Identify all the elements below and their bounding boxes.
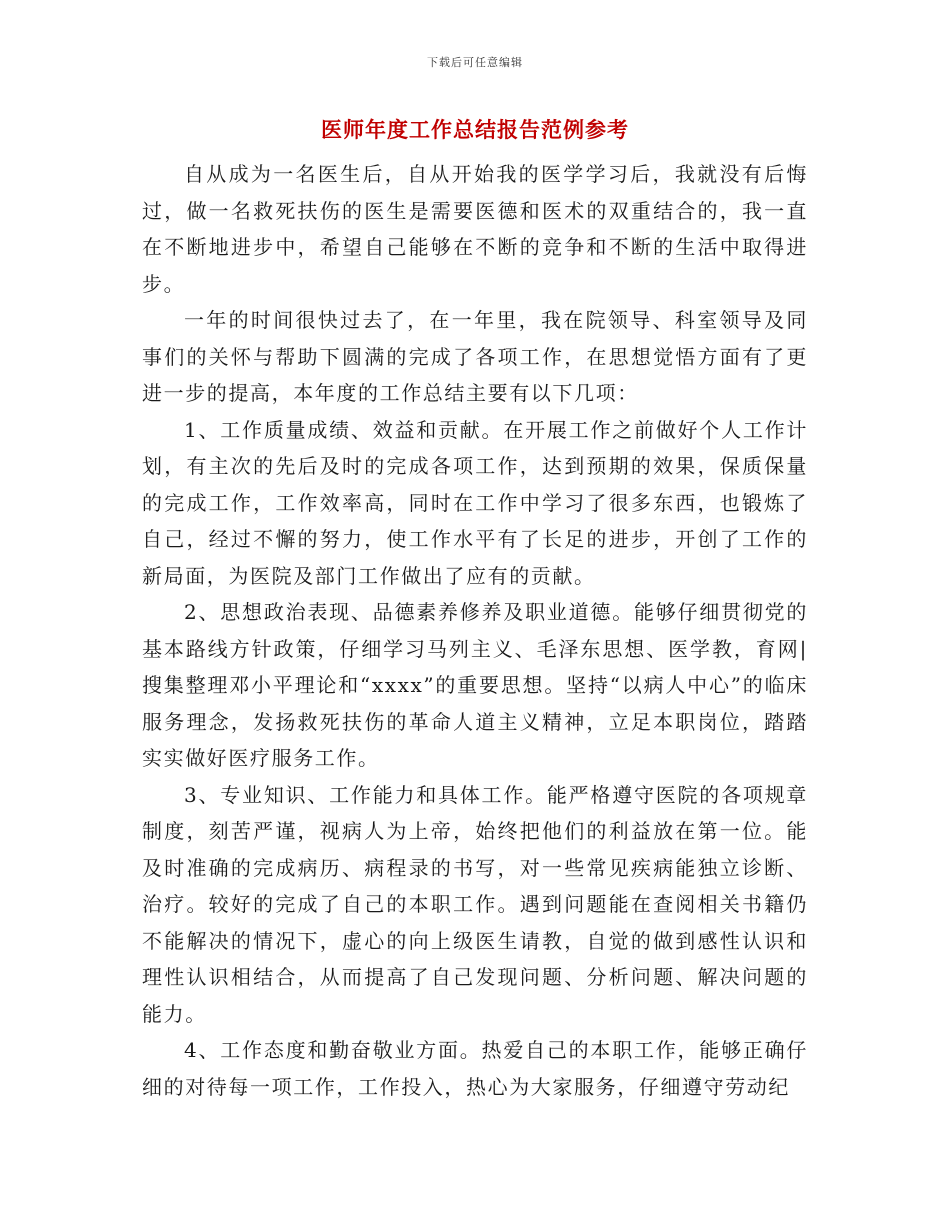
document-body <box>142 156 808 1105</box>
paragraph-intro: 自从成为一名医生后，自从开始我的医学学习后，我就没有后悔过，做一名救死扶伤的医生是需要医德和医术的双重结合的，我一直在不断地进步中，希望自己能够在不断的竞争和不断的生活中取得进步。 <box>142 162 808 296</box>
paragraph-item-2: 2、思想政治表现、品德素养修养及职业道德。能够仔细贯彻党的基本路线方针政策，仔细学习马列主义、毛泽东思想、医学教，育网|搜集整理邓小平理论和“xxxx”的重要思想。坚持“以病人中心”的临床服务理念，发扬救死扶伤的革命人道主义精神，立足本职岗位，踏踏实实做好医疗服务工作。 <box>142 600 808 770</box>
paragraph-item-3: 3、专业知识、工作能力和具体工作。能严格遵守医院的各项规章制度，刻苦严谨，视病人为上帝，始终把他们的利益放在第一位。能及时准确的完成病历、病程录的书写，对一些常见疾病能独立诊断、治疗。较好的完成了自己的本职工作。遇到问题能在查阅相关书籍仍不能解决的情况下，虚心的向上级医生请教，自觉的做到感性认识和理性认识相结合，从而提高了自己发现问题、分析问题、解决问题的能力。 <box>142 782 808 1026</box>
paragraph-item-4: 4、工作态度和勤奋敬业方面。热爱自己的本职工作，能够正确仔细的对待每一项工作，工作投入，热心为大家服务，仔细遵守劳动纪 <box>142 1038 808 1099</box>
paragraph-year-summary: 一年的时间很快过去了，在一年里，我在院领导、科室领导及同事们的关怀与帮助下圆满的完成了各项工作，在思想觉悟方面有了更进一步的提高，本年度的工作总结主要有以下几项： <box>142 308 808 405</box>
header-note: 下载后可任意编辑 <box>427 56 523 69</box>
paragraph-item-1: 1、工作质量成绩、效益和贡献。在开展工作之前做好个人工作计划，有主次的先后及时的完成各项工作，达到预期的效果，保质保量的完成工作，工作效率高，同时在工作中学习了很多东西，也锻炼了自己，经过不懈的努力，使工作水平有了长足的进步，开创了工作的新局面，为医院及部门工作做出了应有的贡献。 <box>142 417 808 588</box>
document-title: 医师年度工作总结报告范例参考 <box>321 118 629 142</box>
